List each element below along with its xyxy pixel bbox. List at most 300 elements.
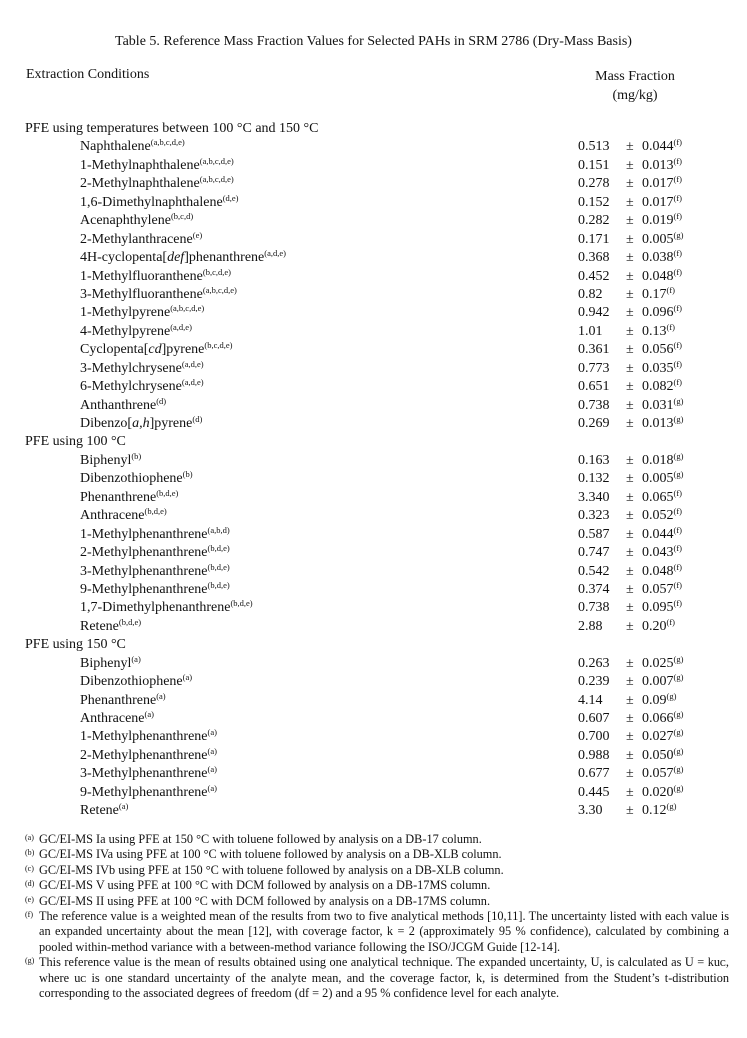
uncertainty-number: 0.005 — [642, 231, 674, 247]
analyte-name-text: Biphenyl — [80, 452, 132, 468]
analyte-name — [80, 415, 202, 433]
uncertainty-value — [642, 138, 682, 156]
uncertainty-value — [642, 415, 683, 433]
analyte-name — [80, 175, 234, 193]
footnote — [25, 955, 729, 1001]
mass-fraction-value: 0.587 — [578, 526, 610, 542]
analyte-name — [80, 231, 202, 249]
footnote-marker: (b) — [25, 848, 35, 858]
mass-fraction-value: 0.445 — [578, 784, 610, 800]
footnote-text: The reference value is a weighted mean of the results from two to five analytical methods [10,11]. The uncertainty listed with each value is an expanded uncertainty about the mean [12], with coverage factor, k = 2 (approximately 95 % confidence), calculated by combining a pooled within-method variance with a between-method variance following the ISO/JCGM Guide [12-14]. — [39, 909, 729, 954]
uncertainty-footnote-ref: (f) — [673, 524, 682, 535]
uncertainty-value — [642, 728, 683, 746]
method-footnote-ref: (e) — [192, 229, 203, 240]
analyte-name-text: 1-Methylnaphthalene — [80, 157, 200, 173]
mass-fraction-value: 1.01 — [578, 323, 603, 339]
plus-minus-symbol: ± — [626, 176, 634, 192]
method-footnote-ref: (a) — [207, 745, 217, 756]
uncertainty-footnote-ref: (g) — [673, 414, 684, 424]
plus-minus-symbol: ± — [626, 157, 634, 173]
uncertainty-number: 0.065 — [642, 489, 674, 505]
plus-minus-symbol: ± — [626, 194, 634, 210]
footnote-marker: (a) — [25, 833, 34, 842]
uncertainty-footnote-ref: (f) — [673, 579, 682, 590]
uncertainty-footnote-ref: (f) — [673, 192, 682, 203]
plus-minus-symbol: ± — [626, 526, 634, 542]
table-row — [0, 360, 747, 378]
table-row — [0, 747, 747, 765]
uncertainty-number: 0.020 — [642, 784, 674, 800]
uncertainty-number: 0.013 — [642, 157, 674, 173]
uncertainty-number: 0.044 — [642, 526, 674, 542]
analyte-name — [80, 581, 230, 599]
section-header — [0, 636, 747, 654]
plus-minus-symbol: ± — [626, 379, 634, 395]
uncertainty-value — [642, 175, 682, 193]
uncertainty-value — [642, 378, 682, 396]
mass-fraction-value: 0.747 — [578, 545, 610, 561]
mass-fraction-value: 0.773 — [578, 360, 610, 376]
mass-fraction-value: 0.738 — [578, 600, 610, 616]
uncertainty-value — [642, 286, 675, 304]
table-row — [0, 157, 747, 175]
uncertainty-footnote-ref: (f) — [673, 155, 682, 166]
table-row — [0, 175, 747, 193]
uncertainty-number: 0.048 — [642, 563, 674, 579]
uncertainty-number: 0.082 — [642, 379, 674, 395]
mass-fraction-value: 0.278 — [578, 176, 610, 192]
uncertainty-number: 0.096 — [642, 305, 674, 321]
uncertainty-footnote-ref: (g) — [673, 709, 684, 719]
analyte-name-text-end: ]pyrene — [149, 416, 193, 431]
uncertainty-footnote-ref: (f) — [673, 340, 682, 351]
uncertainty-number: 0.066 — [642, 711, 674, 726]
footnote-text: This reference value is the mean of results obtained using one analytical technique. The expanded uncertainty, U, is calculated as U = kuᴄ, where uᴄ is one standard uncertainty of the analyte mean, and the coverage factor, k, is determined from the Student’s t-distribution corresponding to the associated degrees of freedom (df = 2) and a 95 % confidence level for each analyte. — [39, 955, 729, 1001]
analyte-name-text: 3-Methylfluoranthene — [80, 286, 203, 302]
footnote-text: GC/EI-MS IVa using PFE at 100 °C with toluene followed by analysis on a DB-XLB column. — [39, 847, 502, 862]
analyte-name-text: Naphthalene — [80, 139, 151, 155]
method-footnote-ref: (b,d,e) — [207, 543, 230, 554]
uncertainty-value — [642, 581, 682, 599]
analyte-name — [80, 765, 217, 783]
uncertainty-value — [642, 323, 675, 341]
plus-minus-symbol: ± — [626, 784, 634, 800]
analyte-name — [80, 323, 192, 341]
table-row — [0, 452, 747, 470]
uncertainty-number: 0.057 — [642, 581, 674, 597]
uncertainty-number: 0.050 — [642, 747, 674, 763]
table-row — [0, 415, 747, 433]
mass-fraction-value: 2.88 — [578, 618, 603, 634]
table-row — [0, 599, 747, 617]
analyte-name-text: Anthracene — [80, 711, 145, 726]
plus-minus-symbol: ± — [626, 545, 634, 561]
analyte-name-text: 6-Methylchrysene — [80, 379, 182, 395]
footnote-text: GC/EI-MS IVb using PFE at 150 °C with toluene followed by analysis on a DB-XLB column. — [39, 862, 504, 877]
mass-fraction-value: 0.151 — [578, 157, 610, 173]
plus-minus-symbol: ± — [626, 286, 634, 302]
mass-fraction-value: 4.14 — [578, 692, 603, 708]
mass-fraction-value: 0.374 — [578, 581, 610, 597]
analyte-name-text: Cyclopenta[ — [80, 342, 149, 358]
plus-minus-symbol: ± — [626, 231, 634, 247]
plus-minus-symbol: ± — [626, 452, 634, 468]
footnote-text: GC/EI-MS II using PFE at 100 °C with DCM followed by analysis on a DB-17MS column. — [39, 893, 491, 908]
analyte-name-italic: def — [167, 250, 185, 266]
footnote-marker: (f) — [25, 910, 33, 920]
uncertainty-footnote-ref: (f) — [673, 598, 682, 609]
analyte-name-text: Retene — [80, 803, 119, 819]
method-footnote-ref: (a) — [207, 764, 217, 775]
uncertainty-value — [642, 563, 682, 581]
mass-fraction-value: 0.452 — [578, 268, 610, 284]
method-footnote-ref: (b) — [131, 450, 142, 461]
uncertainty-number: 0.095 — [642, 600, 674, 616]
uncertainty-number: 0.057 — [642, 766, 674, 782]
uncertainty-footnote-ref: (f) — [673, 266, 682, 277]
uncertainty-value — [642, 655, 683, 673]
mass-fraction-value: 0.677 — [578, 766, 610, 782]
analyte-name — [80, 692, 166, 710]
uncertainty-value — [642, 747, 683, 765]
plus-minus-symbol: ± — [626, 416, 634, 431]
analyte-name — [80, 526, 230, 544]
uncertainty-footnote-ref: (g) — [673, 672, 684, 683]
uncertainty-value — [642, 784, 683, 802]
plus-minus-symbol: ± — [626, 766, 634, 782]
uncertainty-footnote-ref: (g) — [666, 690, 677, 701]
method-footnote-ref: (d) — [192, 414, 203, 424]
mass-fraction-value: 0.361 — [578, 342, 610, 358]
table-row — [0, 304, 747, 322]
method-footnote-ref: (a) — [144, 709, 154, 719]
analyte-name — [80, 802, 128, 820]
plus-minus-symbol: ± — [626, 139, 634, 155]
table-title: Table 5. Reference Mass Fraction Values for Selected PAHs in SRM 2786 (Dry-Mass Basis) — [115, 34, 632, 49]
method-footnote-ref: (a) — [207, 782, 217, 793]
mass-fraction-value: 0.738 — [578, 397, 610, 413]
uncertainty-value — [642, 268, 682, 286]
uncertainty-number: 0.025 — [642, 655, 674, 671]
table-row — [0, 138, 747, 156]
uncertainty-value — [642, 194, 682, 212]
plus-minus-symbol: ± — [626, 618, 634, 634]
mass-fraction-value: 0.152 — [578, 194, 610, 210]
analyte-name-text: 3-Methylphenanthrene — [80, 766, 208, 782]
analyte-name — [80, 138, 185, 156]
uncertainty-value — [642, 507, 682, 525]
mass-fraction-value: 3.340 — [578, 489, 610, 505]
table-row — [0, 673, 747, 691]
analyte-name — [80, 618, 141, 636]
plus-minus-symbol: ± — [626, 323, 634, 339]
uncertainty-value — [642, 544, 682, 562]
footnote-marker: (c) — [25, 863, 34, 873]
column-header-mass-fraction — [560, 67, 710, 105]
uncertainty-footnote-ref: (f) — [673, 543, 682, 554]
plus-minus-symbol: ± — [626, 360, 634, 376]
uncertainty-value — [642, 673, 683, 691]
uncertainty-footnote-ref: (f) — [666, 284, 675, 295]
analyte-name — [80, 728, 217, 746]
uncertainty-number: 0.17 — [642, 286, 667, 302]
uncertainty-number: 0.12 — [642, 803, 667, 819]
uncertainty-footnote-ref: (f) — [673, 358, 682, 369]
mass-fraction-value: 0.700 — [578, 729, 610, 745]
analyte-name-text: Dibenzo[ — [80, 416, 133, 431]
uncertainty-footnote-ref: (f) — [673, 248, 682, 259]
analyte-name-text: 1,7-Dimethylphenanthrene — [80, 600, 231, 616]
mass-fraction-value: 0.988 — [578, 747, 610, 763]
table-row — [0, 507, 747, 525]
uncertainty-footnote-ref: (f) — [673, 487, 682, 498]
plus-minus-symbol: ± — [626, 600, 634, 616]
analyte-name-text: 1,6-Dimethylnaphthalene — [80, 194, 223, 210]
uncertainty-value — [642, 802, 676, 820]
footnote — [25, 909, 729, 955]
analyte-name-italic: cd — [148, 342, 162, 358]
analyte-name-text: 3-Methylchrysene — [80, 360, 182, 376]
table-row — [0, 526, 747, 544]
analyte-name — [80, 397, 166, 415]
uncertainty-number: 0.038 — [642, 250, 674, 266]
analyte-name — [80, 563, 230, 581]
analyte-name — [80, 194, 239, 212]
analyte-name — [80, 544, 230, 562]
plus-minus-symbol: ± — [626, 213, 634, 229]
analyte-name-text: 3-Methylphenanthrene — [80, 563, 208, 579]
method-footnote-ref: (b,d,e) — [230, 598, 253, 609]
section-header — [0, 433, 747, 451]
analyte-name-text: 9-Methylphenanthrene — [80, 581, 208, 597]
uncertainty-footnote-ref: (g) — [673, 229, 684, 240]
analyte-name — [80, 378, 204, 396]
mass-fraction-value: 0.542 — [578, 563, 610, 579]
analyte-name — [80, 710, 154, 728]
uncertainty-value — [642, 618, 675, 636]
footnote — [25, 863, 729, 878]
uncertainty-value — [642, 710, 683, 728]
plus-minus-symbol: ± — [626, 747, 634, 763]
mass-fraction-value: 0.651 — [578, 379, 610, 395]
mass-fraction-value: 0.942 — [578, 305, 610, 321]
analyte-name — [80, 341, 233, 359]
plus-minus-symbol: ± — [626, 397, 634, 413]
mass-fraction-value: 0.607 — [578, 711, 610, 726]
table-row — [0, 710, 747, 728]
analyte-name — [80, 268, 231, 286]
footnote — [25, 847, 729, 862]
plus-minus-symbol: ± — [626, 489, 634, 505]
method-footnote-ref: (b,d,e) — [118, 616, 142, 627]
analyte-name-text: Dibenzothiophene — [80, 471, 183, 487]
uncertainty-number: 0.043 — [642, 545, 674, 561]
analyte-name-text: 9-Methylphenanthrene — [80, 784, 208, 800]
uncertainty-number: 0.005 — [642, 471, 674, 487]
table-row — [0, 286, 747, 304]
analyte-name-text: 1-Methylphenanthrene — [80, 729, 208, 745]
plus-minus-symbol: ± — [626, 711, 634, 726]
footnotes — [25, 832, 729, 1001]
uncertainty-number: 0.019 — [642, 213, 674, 229]
plus-minus-symbol: ± — [626, 581, 634, 597]
plus-minus-symbol: ± — [626, 342, 634, 358]
method-footnote-ref: (a,d,e) — [181, 358, 204, 369]
uncertainty-value — [642, 692, 676, 710]
mass-fraction-value: 0.269 — [578, 416, 610, 431]
analyte-name-text: Phenanthrene — [80, 489, 157, 505]
method-footnote-ref: (b,d,e) — [144, 506, 167, 517]
uncertainty-footnote-ref: (f) — [673, 211, 682, 222]
analyte-name — [80, 673, 192, 691]
uncertainty-value — [642, 157, 682, 175]
uncertainty-footnote-ref: (f) — [673, 174, 682, 185]
table-row — [0, 544, 747, 562]
plus-minus-symbol: ± — [626, 803, 634, 819]
mass-fraction-value: 3.30 — [578, 803, 603, 819]
uncertainty-value — [642, 765, 683, 783]
mass-fraction-value: 0.239 — [578, 674, 610, 690]
analyte-name-text: Phenanthrene — [80, 692, 157, 708]
uncertainty-value — [642, 452, 683, 470]
table-row — [0, 323, 747, 341]
method-footnote-ref: (a) — [207, 727, 217, 738]
analyte-name-text: Dibenzothiophene — [80, 674, 183, 690]
uncertainty-number: 0.007 — [642, 674, 674, 690]
mass-fraction-value: 0.263 — [578, 655, 610, 671]
uncertainty-footnote-ref: (f) — [673, 303, 682, 314]
analyte-name — [80, 470, 193, 488]
uncertainty-footnote-ref: (g) — [673, 764, 684, 775]
analyte-name-text: Biphenyl — [80, 655, 132, 671]
plus-minus-symbol: ± — [626, 471, 634, 487]
method-footnote-ref: (a) — [131, 653, 141, 664]
analyte-name-text: Acenaphthylene — [80, 213, 171, 229]
analyte-name-text: Anthanthrene — [80, 397, 157, 413]
uncertainty-footnote-ref: (f) — [673, 506, 682, 517]
analyte-name — [80, 212, 193, 230]
mass-fraction-value: 0.82 — [578, 286, 603, 302]
uncertainty-value — [642, 526, 682, 544]
section-header — [0, 120, 747, 138]
method-footnote-ref: (d) — [156, 395, 167, 406]
analyte-name-text: 1-Methylfluoranthene — [80, 268, 203, 284]
method-footnote-ref: (a,b,c,d,e) — [170, 303, 205, 314]
uncertainty-footnote-ref: (g) — [673, 727, 684, 738]
mass-fraction-value: 0.513 — [578, 139, 610, 155]
uncertainty-value — [642, 341, 682, 359]
analyte-name-italic: a,h — [132, 416, 150, 431]
table-row — [0, 618, 747, 636]
table-row — [0, 563, 747, 581]
uncertainty-number: 0.013 — [642, 416, 674, 431]
method-footnote-ref: (a,d,e) — [170, 321, 192, 332]
method-footnote-ref: (b,d,e) — [207, 561, 230, 572]
uncertainty-number: 0.056 — [642, 342, 674, 358]
method-footnote-ref: (a,b,c,d,e) — [150, 137, 185, 148]
analyte-name-text-end: ]phenanthrene — [184, 250, 265, 266]
plus-minus-symbol: ± — [626, 674, 634, 690]
mass-fraction-value: 0.282 — [578, 213, 610, 229]
uncertainty-value — [642, 470, 683, 488]
method-footnote-ref: (a) — [182, 672, 193, 683]
uncertainty-value — [642, 397, 683, 415]
plus-minus-symbol: ± — [626, 250, 634, 266]
method-footnote-ref: (a,d,e) — [181, 377, 204, 388]
uncertainty-footnote-ref: (g) — [673, 782, 684, 793]
uncertainty-footnote-ref: (g) — [673, 450, 684, 461]
analyte-name-text-end: ]pyrene — [161, 342, 205, 358]
uncertainty-number: 0.09 — [642, 692, 667, 708]
analyte-name-text: Anthracene — [80, 508, 145, 524]
analyte-name-text: 1-Methylphenanthrene — [80, 526, 208, 542]
mass-fraction-value: 0.368 — [578, 250, 610, 266]
mass-fraction-value: 0.323 — [578, 508, 610, 524]
table-row — [0, 581, 747, 599]
analyte-name — [80, 599, 253, 617]
method-footnote-ref: (b,c,d) — [170, 211, 194, 222]
uncertainty-number: 0.044 — [642, 139, 674, 155]
method-footnote-ref: (a,b,d) — [207, 524, 230, 535]
footnote-text: GC/EI-MS V using PFE at 100 °C with DCM followed by analysis on a DB-17MS column. — [39, 878, 491, 893]
uncertainty-number: 0.20 — [642, 618, 667, 634]
footnote-marker: (d) — [25, 879, 35, 889]
uncertainty-value — [642, 212, 682, 230]
table-row — [0, 212, 747, 230]
table-row — [0, 692, 747, 710]
uncertainty-footnote-ref: (f) — [666, 616, 675, 627]
analyte-name — [80, 655, 141, 673]
analyte-name-text: 4H-cyclopenta[ — [80, 250, 168, 266]
uncertainty-value — [642, 249, 682, 267]
uncertainty-number: 0.031 — [642, 397, 674, 413]
table-row — [0, 765, 747, 783]
method-footnote-ref: (a,d,e) — [264, 248, 286, 259]
method-footnote-ref: (a,b,c,d,e) — [202, 284, 237, 295]
table-row — [0, 378, 747, 396]
plus-minus-symbol: ± — [626, 692, 634, 708]
analyte-name-text: Retene — [80, 618, 119, 634]
analyte-name-text: 2-Methylphenanthrene — [80, 545, 208, 561]
mass-fraction-value: 0.171 — [578, 231, 610, 247]
uncertainty-number: 0.027 — [642, 729, 674, 745]
table-row — [0, 470, 747, 488]
analyte-name — [80, 489, 178, 507]
uncertainty-value — [642, 489, 682, 507]
uncertainty-footnote-ref: (g) — [673, 745, 684, 756]
method-footnote-ref: (b) — [182, 469, 193, 480]
table-row — [0, 268, 747, 286]
analyte-name — [80, 286, 237, 304]
uncertainty-footnote-ref: (f) — [673, 377, 682, 388]
plus-minus-symbol: ± — [626, 729, 634, 745]
table-row — [0, 655, 747, 673]
section-label: PFE using 150 °C — [25, 637, 126, 653]
uncertainty-number: 0.018 — [642, 452, 674, 468]
footnote — [25, 894, 729, 909]
section-label: PFE using 100 °C — [25, 434, 126, 450]
footnote-marker: (e) — [25, 894, 34, 904]
uncertainty-value — [642, 599, 682, 617]
table-row — [0, 784, 747, 802]
uncertainty-number: 0.13 — [642, 323, 667, 339]
table-row — [0, 231, 747, 249]
analyte-name-text: 1-Methylpyrene — [80, 305, 171, 321]
table-row — [0, 397, 747, 415]
analyte-name-text: 2-Methylphenanthrene — [80, 747, 208, 763]
analyte-name-text: 2-Methylanthracene — [80, 231, 193, 247]
footnote-marker: (g) — [25, 956, 35, 966]
